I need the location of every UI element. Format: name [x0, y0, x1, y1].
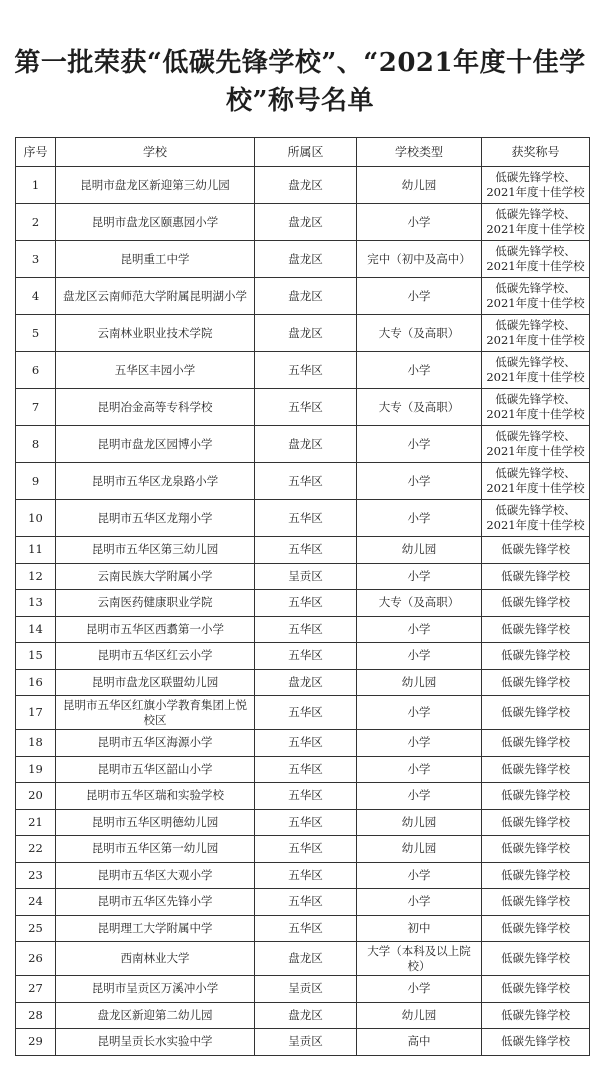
- cell-district: 五华区: [255, 862, 357, 889]
- cell-district: 五华区: [255, 389, 357, 426]
- cell-district: 盘龙区: [255, 204, 357, 241]
- cell-award: 低碳先锋学校: [482, 1029, 590, 1056]
- cell-district: 五华区: [255, 463, 357, 500]
- table-row: [16, 278, 590, 315]
- cell-school-type: 幼儿园: [357, 669, 482, 696]
- cell-school: 昆明市五华区第一幼儿园: [56, 836, 255, 863]
- cell-award: 低碳先锋学校: [482, 669, 590, 696]
- cell-school-type: 小学: [357, 756, 482, 783]
- table-row: [16, 942, 590, 976]
- cell-school-type: 高中: [357, 1029, 482, 1056]
- cell-school: 盘龙区云南师范大学附属昆明湖小学: [56, 278, 255, 315]
- cell-school-type: 小学: [357, 783, 482, 810]
- cell-school-type: 小学: [357, 889, 482, 916]
- cell-district: 呈贡区: [255, 1029, 357, 1056]
- cell-district: 盘龙区: [255, 241, 357, 278]
- cell-award: 低碳先锋学校: [482, 730, 590, 757]
- cell-award: 低碳先锋学校、 2021年度十佳学校: [482, 352, 590, 389]
- cell-award: 低碳先锋学校、 2021年度十佳学校: [482, 389, 590, 426]
- cell-school: 昆明市五华区西翥第一小学: [56, 616, 255, 643]
- cell-school: 昆明市五华区海源小学: [56, 730, 255, 757]
- cell-school: 昆明重工中学: [56, 241, 255, 278]
- table-row: [16, 889, 590, 916]
- cell-index: 4: [16, 278, 56, 315]
- cell-award: 低碳先锋学校: [482, 590, 590, 617]
- cell-school-type: 大专（及高职）: [357, 590, 482, 617]
- cell-district: 五华区: [255, 352, 357, 389]
- table-row: [16, 389, 590, 426]
- cell-index: 26: [16, 942, 56, 976]
- cell-school-type: 小学: [357, 862, 482, 889]
- cell-school: 云南民族大学附属小学: [56, 563, 255, 590]
- cell-district: 盘龙区: [255, 167, 357, 204]
- cell-school: 昆明理工大学附属中学: [56, 915, 255, 942]
- cell-school: 昆明呈贡长水实验中学: [56, 1029, 255, 1056]
- cell-school-type: 小学: [357, 643, 482, 670]
- cell-school-type: 小学: [357, 696, 482, 730]
- cell-award: 低碳先锋学校: [482, 942, 590, 976]
- table-row: [16, 1029, 590, 1056]
- title-line-2: 校”称号名单: [226, 86, 374, 116]
- cell-index: 6: [16, 352, 56, 389]
- cell-index: 20: [16, 783, 56, 810]
- cell-index: 2: [16, 204, 56, 241]
- cell-index: 9: [16, 463, 56, 500]
- cell-award: 低碳先锋学校、 2021年度十佳学校: [482, 204, 590, 241]
- cell-district: 五华区: [255, 590, 357, 617]
- cell-school-type: 幼儿园: [357, 809, 482, 836]
- cell-school: 五华区丰园小学: [56, 352, 255, 389]
- cell-school: 盘龙区新迎第二幼儿园: [56, 1002, 255, 1029]
- cell-district: 盘龙区: [255, 315, 357, 352]
- table-row: [16, 730, 590, 757]
- table-body: [16, 167, 590, 1056]
- header-award: 获奖称号: [482, 138, 590, 167]
- table-row: [16, 315, 590, 352]
- cell-school-type: 小学: [357, 616, 482, 643]
- cell-index: 3: [16, 241, 56, 278]
- cell-district: 五华区: [255, 889, 357, 916]
- cell-school: 昆明市五华区龙翔小学: [56, 500, 255, 537]
- cell-index: 25: [16, 915, 56, 942]
- cell-award: 低碳先锋学校: [482, 563, 590, 590]
- cell-index: 7: [16, 389, 56, 426]
- cell-award: 低碳先锋学校: [482, 783, 590, 810]
- cell-district: 盘龙区: [255, 278, 357, 315]
- cell-award: 低碳先锋学校、 2021年度十佳学校: [482, 315, 590, 352]
- cell-school-type: 大专（及高职）: [357, 315, 482, 352]
- cell-school: 西南林业大学: [56, 942, 255, 976]
- table-row: [16, 643, 590, 670]
- cell-school-type: 小学: [357, 352, 482, 389]
- cell-district: 盘龙区: [255, 669, 357, 696]
- cell-school: 昆明市五华区大观小学: [56, 862, 255, 889]
- cell-district: 五华区: [255, 730, 357, 757]
- cell-index: 24: [16, 889, 56, 916]
- cell-award: 低碳先锋学校、 2021年度十佳学校: [482, 278, 590, 315]
- cell-award: 低碳先锋学校: [482, 836, 590, 863]
- cell-school-type: 幼儿园: [357, 1002, 482, 1029]
- cell-award: 低碳先锋学校、 2021年度十佳学校: [482, 500, 590, 537]
- cell-index: 19: [16, 756, 56, 783]
- table-row: [16, 862, 590, 889]
- table-row: [16, 463, 590, 500]
- cell-index: 22: [16, 836, 56, 863]
- cell-award: 低碳先锋学校: [482, 696, 590, 730]
- cell-school: 昆明冶金高等专科学校: [56, 389, 255, 426]
- cell-school-type: 小学: [357, 730, 482, 757]
- table-row: [16, 809, 590, 836]
- cell-district: 五华区: [255, 537, 357, 564]
- cell-district: 五华区: [255, 756, 357, 783]
- cell-award: 低碳先锋学校、 2021年度十佳学校: [482, 426, 590, 463]
- cell-school: 昆明市呈贡区万溪冲小学: [56, 976, 255, 1003]
- cell-index: 17: [16, 696, 56, 730]
- table-row: [16, 204, 590, 241]
- cell-district: 五华区: [255, 836, 357, 863]
- table-row: [16, 669, 590, 696]
- cell-index: 15: [16, 643, 56, 670]
- table-row: [16, 836, 590, 863]
- cell-index: 1: [16, 167, 56, 204]
- cell-school-type: 幼儿园: [357, 537, 482, 564]
- cell-award: 低碳先锋学校: [482, 915, 590, 942]
- cell-index: 23: [16, 862, 56, 889]
- header-school: 学校: [56, 138, 255, 167]
- cell-district: 呈贡区: [255, 563, 357, 590]
- table-row: [16, 426, 590, 463]
- header-district: 所属区: [255, 138, 357, 167]
- cell-award: 低碳先锋学校: [482, 976, 590, 1003]
- cell-school: 昆明市盘龙区联盟幼儿园: [56, 669, 255, 696]
- cell-index: 16: [16, 669, 56, 696]
- table-row: [16, 976, 590, 1003]
- cell-school-type: 小学: [357, 463, 482, 500]
- table-row: [16, 537, 590, 564]
- table-row: [16, 1002, 590, 1029]
- table-row: [16, 756, 590, 783]
- header-index: 序号: [16, 138, 56, 167]
- cell-index: 28: [16, 1002, 56, 1029]
- cell-award: 低碳先锋学校: [482, 537, 590, 564]
- cell-district: 盘龙区: [255, 942, 357, 976]
- cell-index: 5: [16, 315, 56, 352]
- cell-school: 昆明市五华区先锋小学: [56, 889, 255, 916]
- cell-school: 云南林业职业技术学院: [56, 315, 255, 352]
- table-row: [16, 241, 590, 278]
- cell-school: 昆明市五华区瑞和实验学校: [56, 783, 255, 810]
- cell-district: 呈贡区: [255, 976, 357, 1003]
- cell-index: 14: [16, 616, 56, 643]
- cell-school-type: 幼儿园: [357, 836, 482, 863]
- cell-award: 低碳先锋学校: [482, 862, 590, 889]
- cell-school-type: 大学（本科及以上院 校）: [357, 942, 482, 976]
- cell-school: 昆明市五华区龙泉路小学: [56, 463, 255, 500]
- cell-school: 昆明市五华区明德幼儿园: [56, 809, 255, 836]
- cell-district: 五华区: [255, 616, 357, 643]
- cell-district: 盘龙区: [255, 1002, 357, 1029]
- cell-award: 低碳先锋学校、 2021年度十佳学校: [482, 463, 590, 500]
- cell-district: 盘龙区: [255, 426, 357, 463]
- table-header-row: [16, 138, 590, 167]
- table-row: [16, 590, 590, 617]
- cell-award: 低碳先锋学校: [482, 1002, 590, 1029]
- cell-school-type: 小学: [357, 500, 482, 537]
- cell-index: 10: [16, 500, 56, 537]
- table-row: [16, 167, 590, 204]
- cell-award: 低碳先锋学校: [482, 643, 590, 670]
- cell-school: 昆明市盘龙区新迎第三幼儿园: [56, 167, 255, 204]
- title-line-1: 第一批荣获“低碳先锋学校”、“2021年度十佳学: [14, 48, 586, 78]
- table-row: [16, 915, 590, 942]
- cell-index: 21: [16, 809, 56, 836]
- cell-school: 昆明市五华区第三幼儿园: [56, 537, 255, 564]
- cell-award: 低碳先锋学校、 2021年度十佳学校: [482, 241, 590, 278]
- cell-school: 昆明市五华区韶山小学: [56, 756, 255, 783]
- cell-district: 五华区: [255, 915, 357, 942]
- cell-school-type: 小学: [357, 426, 482, 463]
- cell-school: 云南医药健康职业学院: [56, 590, 255, 617]
- table-row: [16, 783, 590, 810]
- cell-award: 低碳先锋学校、 2021年度十佳学校: [482, 167, 590, 204]
- awards-table: [15, 137, 590, 1056]
- cell-school-type: 小学: [357, 563, 482, 590]
- cell-index: 8: [16, 426, 56, 463]
- table-row: [16, 500, 590, 537]
- cell-award: 低碳先锋学校: [482, 889, 590, 916]
- cell-award: 低碳先锋学校: [482, 809, 590, 836]
- document-title: [0, 44, 600, 120]
- cell-school-type: 完中（初中及高中）: [357, 241, 482, 278]
- table-row: [16, 563, 590, 590]
- cell-index: 29: [16, 1029, 56, 1056]
- table-row: [16, 616, 590, 643]
- cell-school: 昆明市五华区红云小学: [56, 643, 255, 670]
- cell-school-type: 初中: [357, 915, 482, 942]
- table-row: [16, 352, 590, 389]
- cell-district: 五华区: [255, 783, 357, 810]
- cell-district: 五华区: [255, 809, 357, 836]
- cell-index: 13: [16, 590, 56, 617]
- cell-school: 昆明市盘龙区园博小学: [56, 426, 255, 463]
- cell-district: 五华区: [255, 500, 357, 537]
- cell-school: 昆明市五华区红旗小学教育集团上悦 校区: [56, 696, 255, 730]
- cell-school-type: 小学: [357, 204, 482, 241]
- cell-index: 27: [16, 976, 56, 1003]
- cell-award: 低碳先锋学校: [482, 756, 590, 783]
- cell-school-type: 小学: [357, 278, 482, 315]
- cell-index: 11: [16, 537, 56, 564]
- cell-school: 昆明市盘龙区颐惠园小学: [56, 204, 255, 241]
- header-school-type: 学校类型: [357, 138, 482, 167]
- cell-district: 五华区: [255, 643, 357, 670]
- table-row: [16, 696, 590, 730]
- cell-index: 12: [16, 563, 56, 590]
- cell-index: 18: [16, 730, 56, 757]
- cell-school-type: 小学: [357, 976, 482, 1003]
- cell-school-type: 大专（及高职）: [357, 389, 482, 426]
- cell-district: 五华区: [255, 696, 357, 730]
- cell-school-type: 幼儿园: [357, 167, 482, 204]
- cell-award: 低碳先锋学校: [482, 616, 590, 643]
